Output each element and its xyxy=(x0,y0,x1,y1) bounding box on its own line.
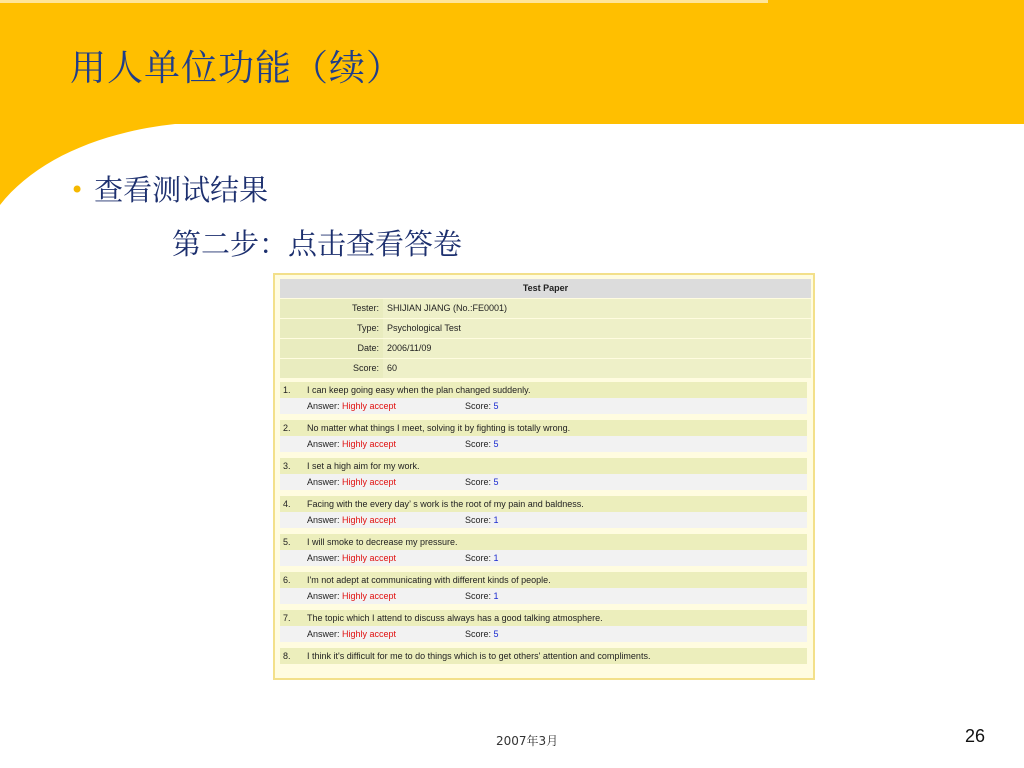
info-value: 60 xyxy=(383,359,811,378)
question-row xyxy=(280,572,807,588)
question-number: 2. xyxy=(283,423,291,433)
answer-label: Answer: xyxy=(307,401,340,411)
question-item xyxy=(280,534,807,566)
score-value: 1 xyxy=(493,591,499,601)
question-number: 3. xyxy=(283,461,291,471)
info-label: Date: xyxy=(357,343,379,353)
answer-row xyxy=(280,588,807,604)
score-label: Score: xyxy=(465,629,492,639)
answer-row xyxy=(280,474,807,490)
score-value: 5 xyxy=(493,477,499,487)
answer-value: Highly accept xyxy=(342,629,397,639)
answer-label: Answer: xyxy=(307,439,340,449)
question-text: I'm not adept at communicating with different kinds of people. xyxy=(307,575,551,585)
info-value: Psychological Test xyxy=(383,319,811,338)
question-row xyxy=(280,382,807,398)
answer-label: Answer: xyxy=(307,477,340,487)
question-row xyxy=(280,420,807,436)
question-text: I think it's difficult for me to do things which is to get others' attention and compliments. xyxy=(307,651,651,661)
info-value: 2006/11/09 xyxy=(383,339,811,358)
info-label: Score: xyxy=(352,363,379,373)
question-number: 8. xyxy=(283,651,291,661)
bullet-text: 查看测试结果 xyxy=(94,173,269,207)
answer-row xyxy=(280,436,807,452)
question-item xyxy=(280,496,807,528)
score-value: 5 xyxy=(493,629,499,639)
question-item xyxy=(280,610,807,642)
score-value: 1 xyxy=(493,553,499,563)
question-number: 4. xyxy=(283,499,291,509)
answer-row xyxy=(280,398,807,414)
score-value: 1 xyxy=(493,515,499,525)
question-row xyxy=(280,458,807,474)
score-value: 5 xyxy=(493,439,499,449)
score-label: Score: xyxy=(465,553,492,563)
question-number: 5. xyxy=(283,537,291,547)
score-label: Score: xyxy=(465,477,492,487)
answer-value: Highly accept xyxy=(342,439,397,449)
test-paper-header-table xyxy=(280,279,811,378)
answer-row xyxy=(280,512,807,528)
bullet-item xyxy=(70,168,268,209)
white-header-strip xyxy=(0,0,768,3)
bullet-dot-icon: • xyxy=(70,176,85,204)
answer-row xyxy=(280,626,807,642)
info-value: SHIJIAN JIANG (No.:FE0001) xyxy=(383,299,811,318)
answer-value: Highly accept xyxy=(342,591,397,601)
question-item xyxy=(280,572,807,604)
info-row-date xyxy=(280,339,811,358)
question-number: 1. xyxy=(283,385,291,395)
answer-label: Answer: xyxy=(307,629,340,639)
score-value: 5 xyxy=(493,401,499,411)
test-paper-title: Test Paper xyxy=(280,279,811,298)
answer-row xyxy=(280,550,807,566)
info-row-tester xyxy=(280,299,811,318)
page-number: 26 xyxy=(965,726,986,746)
answer-value: Highly accept xyxy=(342,553,397,563)
answer-value: Highly accept xyxy=(342,477,397,487)
question-text: I set a high aim for my work. xyxy=(307,461,420,471)
footer-date: 2007年3月 xyxy=(496,734,559,748)
info-label: Tester: xyxy=(351,303,379,313)
question-item xyxy=(280,382,807,414)
question-item xyxy=(280,420,807,452)
info-label: Type: xyxy=(356,323,379,333)
question-text: I will smoke to decrease my pressure. xyxy=(307,537,458,547)
question-list xyxy=(280,382,807,670)
answer-value: Highly accept xyxy=(342,401,397,411)
answer-value: Highly accept xyxy=(342,515,397,525)
score-label: Score: xyxy=(465,439,492,449)
score-label: Score: xyxy=(465,401,492,411)
slide-title: 用人单位功能（续） xyxy=(70,48,404,89)
score-label: Score: xyxy=(465,591,492,601)
question-text: Facing with the every day’ s work is the root of my pain and baldness. xyxy=(307,499,584,509)
question-row xyxy=(280,648,807,664)
question-item xyxy=(280,648,807,664)
answer-label: Answer: xyxy=(307,591,340,601)
question-number: 6. xyxy=(283,575,291,585)
step-text: 第二步：点击查看答卷 xyxy=(172,227,463,261)
question-text: No matter what things I meet, solving it by fighting is totally wrong. xyxy=(307,423,571,433)
info-row-score xyxy=(280,359,811,378)
question-number: 7. xyxy=(283,613,291,623)
question-item xyxy=(280,458,807,490)
question-row xyxy=(280,496,807,512)
question-row xyxy=(280,534,807,550)
question-row xyxy=(280,610,807,626)
answer-label: Answer: xyxy=(307,515,340,525)
answer-label: Answer: xyxy=(307,553,340,563)
question-text: I can keep going easy when the plan changed suddenly. xyxy=(307,385,531,395)
score-label: Score: xyxy=(465,515,492,525)
question-text: The topic which I attend to discuss always has a good talking atmosphere. xyxy=(307,613,603,623)
test-paper-screenshot xyxy=(273,273,815,680)
info-row-type xyxy=(280,319,811,338)
